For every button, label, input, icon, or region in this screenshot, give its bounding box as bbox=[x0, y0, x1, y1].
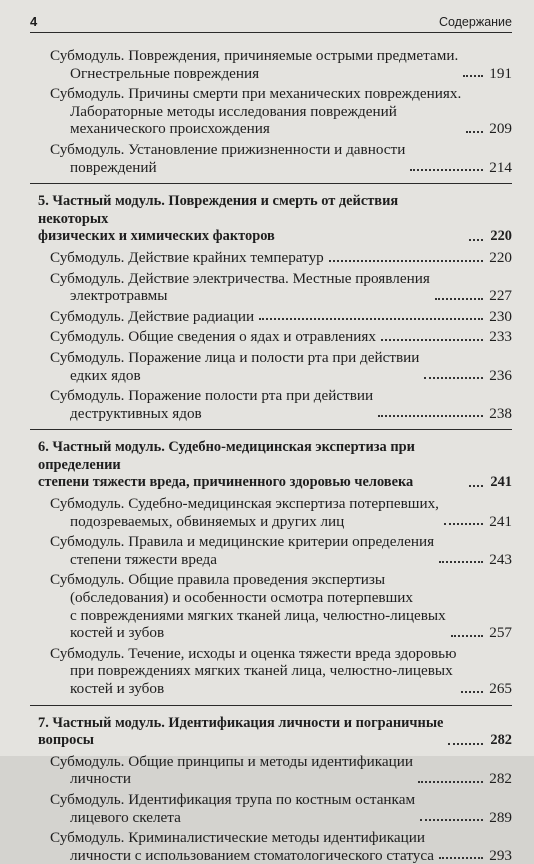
title-line: Субмодуль. Судебно-медицинская экспертиза потерпевших, bbox=[50, 495, 439, 513]
dot-leader bbox=[418, 781, 483, 783]
submodule-entry bbox=[30, 308, 512, 326]
dot-leader bbox=[448, 743, 483, 745]
submodule-entry-title bbox=[50, 249, 324, 267]
toc-page-number: 282 bbox=[490, 732, 512, 749]
title-line: Субмодуль. Поражение полости рта при действии bbox=[50, 387, 374, 405]
submodule-entry-title bbox=[50, 533, 434, 568]
title-line: личности bbox=[70, 770, 131, 788]
dot-leader bbox=[329, 260, 483, 262]
title-line: Лабораторные методы исследования повреждений bbox=[70, 102, 397, 120]
submodule-entry-title bbox=[50, 387, 373, 422]
submodule-entry bbox=[30, 270, 512, 305]
module-heading-title bbox=[38, 439, 464, 492]
title-line: Субмодуль. Повреждения, причиняемые острыми предметами. bbox=[50, 47, 459, 64]
submodule-entry bbox=[30, 829, 512, 864]
submodule-entry-title bbox=[50, 47, 458, 82]
title-line: Субмодуль. Действие крайних температур bbox=[50, 248, 324, 266]
module-heading bbox=[30, 439, 512, 492]
toc-page-number: 220 bbox=[489, 248, 512, 266]
title-line: 6. Частный модуль. Судебно-медицинская экспертиза при определении bbox=[38, 439, 415, 473]
title-line: с повреждениями мягких тканей лица, челюстно-лицевых bbox=[70, 606, 446, 624]
toc-page-number: 233 bbox=[489, 328, 512, 346]
title-line: степени тяжести вреда, причиненного здоровью человека bbox=[38, 474, 414, 491]
section-divider bbox=[30, 705, 512, 706]
title-line: костей и зубов bbox=[70, 680, 165, 697]
submodule-entry bbox=[30, 328, 512, 346]
title-line: Субмодуль. Криминалистические методы идентификации bbox=[50, 829, 425, 847]
title-line: Субмодуль. Правила и медицинские критерии определения bbox=[50, 533, 435, 551]
dot-leader bbox=[461, 691, 483, 693]
title-line: вопросы bbox=[38, 732, 94, 749]
module-heading-title bbox=[38, 193, 464, 246]
submodule-entry bbox=[30, 753, 512, 788]
title-line: Огнестрельные повреждения bbox=[70, 64, 260, 82]
toc-page-number: 293 bbox=[489, 846, 512, 864]
section-divider bbox=[30, 183, 512, 184]
dot-leader bbox=[439, 857, 483, 859]
dot-leader bbox=[420, 819, 483, 821]
submodule-entry bbox=[30, 387, 512, 422]
submodule-entry-title bbox=[50, 308, 254, 326]
section-divider bbox=[30, 429, 512, 430]
submodule-entry-title bbox=[50, 85, 461, 138]
running-header-title: Содержание bbox=[438, 15, 512, 29]
submodule-entry bbox=[30, 349, 512, 384]
dot-leader bbox=[439, 561, 483, 563]
submodule-entry-title bbox=[50, 270, 430, 305]
dot-leader bbox=[259, 318, 483, 320]
title-line: при повреждениях мягких тканей лица, челюстно-лицевых bbox=[70, 662, 453, 680]
title-line: (обследования) и особенности осмотра потерпевших bbox=[70, 589, 414, 607]
title-line: лицевого скелета bbox=[70, 808, 181, 826]
page-number: 4 bbox=[30, 14, 38, 29]
toc-page-number: 214 bbox=[489, 158, 512, 176]
submodule-entry bbox=[30, 645, 512, 698]
submodule-entry bbox=[30, 791, 512, 826]
dot-leader bbox=[466, 131, 483, 133]
dot-leader bbox=[469, 239, 483, 241]
toc-page-number: 241 bbox=[489, 512, 512, 530]
toc-page-number: 289 bbox=[489, 808, 512, 826]
module-heading bbox=[30, 193, 512, 246]
title-line: Субмодуль. Действие электричества. Местные проявления bbox=[50, 269, 430, 287]
submodule-entry-title bbox=[50, 141, 405, 176]
module-heading-title bbox=[38, 715, 443, 750]
title-line: степени тяжести вреда bbox=[70, 550, 217, 568]
toc-page-number: 220 bbox=[490, 228, 512, 245]
title-line: Субмодуль. Поражение лица и полости рта при действии bbox=[50, 348, 420, 366]
toc-page-number: 191 bbox=[489, 64, 512, 82]
submodule-entry bbox=[30, 47, 512, 82]
toc-page-number: 282 bbox=[489, 770, 512, 788]
dot-leader bbox=[469, 485, 483, 487]
title-line: электротравмы bbox=[70, 287, 168, 305]
title-line: повреждений bbox=[70, 158, 157, 176]
dot-leader bbox=[378, 415, 483, 417]
submodule-entry bbox=[30, 533, 512, 568]
toc-page-number: 241 bbox=[490, 474, 512, 491]
module-heading bbox=[30, 715, 512, 750]
title-line: Субмодуль. Идентификация трупа по костным останкам bbox=[50, 790, 416, 808]
submodule-entry bbox=[30, 249, 512, 267]
submodule-entry bbox=[30, 85, 512, 138]
title-line: едких ядов bbox=[70, 366, 141, 384]
title-line: физических и химических факторов bbox=[38, 228, 275, 245]
submodule-entry-title bbox=[50, 829, 434, 864]
title-line: костей и зубов bbox=[70, 624, 165, 642]
title-line: Субмодуль. Действие радиации bbox=[50, 307, 255, 325]
submodule-entry-title bbox=[50, 349, 419, 384]
title-line: Субмодуль. Причины смерти при механических повреждениях. bbox=[50, 85, 462, 103]
dot-leader bbox=[451, 635, 483, 637]
submodule-entry-title bbox=[50, 791, 415, 826]
submodule-entry-title bbox=[50, 645, 456, 698]
toc-page-number: 243 bbox=[489, 550, 512, 568]
dot-leader bbox=[410, 169, 483, 171]
toc-page-number: 265 bbox=[489, 680, 512, 697]
title-line: Субмодуль. Течение, исходы и оценка тяжести вреда здоровью bbox=[50, 644, 457, 662]
title-line: Субмодуль. Общие сведения о ядах и отравлениях bbox=[50, 328, 377, 346]
submodule-entry bbox=[30, 495, 512, 530]
table-of-contents bbox=[30, 47, 512, 864]
submodule-entry bbox=[30, 571, 512, 641]
toc-page-number: 227 bbox=[489, 287, 512, 305]
submodule-entry bbox=[30, 141, 512, 176]
title-line: 5. Частный модуль. Повреждения и смерть от действия некоторых bbox=[38, 193, 399, 227]
dot-leader bbox=[381, 339, 483, 341]
toc-page-number: 230 bbox=[489, 307, 512, 325]
submodule-entry-title bbox=[50, 495, 439, 530]
toc-page-number: 209 bbox=[489, 120, 512, 138]
title-line: механического происхождения bbox=[70, 120, 270, 138]
title-line: деструктивных ядов bbox=[70, 404, 202, 422]
title-line: Субмодуль. Установление прижизненности и давности bbox=[50, 140, 406, 158]
toc-page-number: 236 bbox=[489, 366, 512, 384]
running-header bbox=[30, 14, 512, 33]
toc-page-number: 238 bbox=[489, 404, 512, 422]
submodule-entry-title bbox=[50, 571, 446, 641]
title-line: подозреваемых, обвиняемых и других лиц bbox=[70, 512, 345, 530]
title-line: Субмодуль. Общие принципы и методы идентификации bbox=[50, 752, 413, 770]
toc-page-number: 257 bbox=[489, 624, 512, 642]
submodule-entry-title bbox=[50, 753, 413, 788]
dot-leader bbox=[444, 523, 483, 525]
title-line: личности с использованием стоматологического статуса bbox=[70, 846, 435, 864]
submodule-entry-title bbox=[50, 328, 376, 346]
title-line: Субмодуль. Общие правила проведения экспертизы bbox=[50, 571, 386, 589]
dot-leader bbox=[435, 298, 483, 300]
title-line: 7. Частный модуль. Идентификация личности и пограничные bbox=[38, 714, 444, 731]
dot-leader bbox=[424, 377, 483, 379]
dot-leader bbox=[463, 75, 483, 77]
